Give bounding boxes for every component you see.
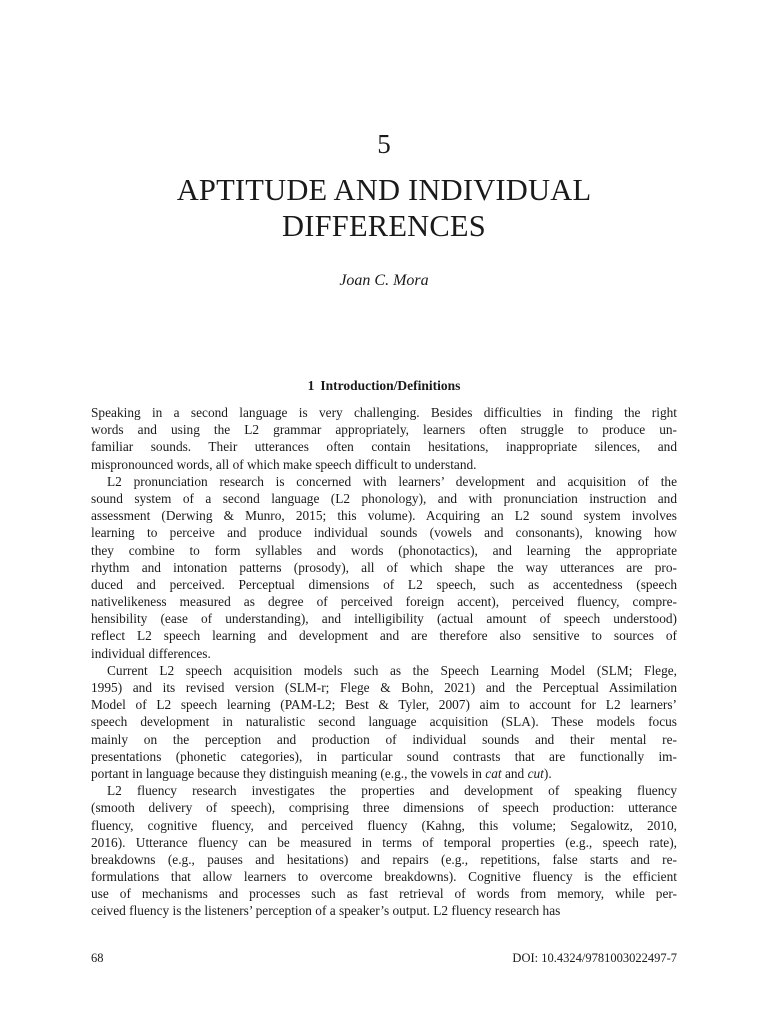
chapter-title-line: APTITUDE AND INDIVIDUAL — [176, 173, 592, 207]
paragraph-line: fluency, cognitive fluency, and perceived fluency (Kahng, this volume; Segalowitz, 2010, — [91, 817, 677, 833]
paragraph-line: hensibility (ease of understanding), and intelligibility (actual amount of speech understood) — [91, 611, 677, 627]
paragraph-line: words and using the L2 grammar appropriately, learners often struggle to produce un- — [91, 422, 677, 438]
paragraph-line: individual differences. — [91, 645, 211, 661]
paragraph-line: nativelikeness measured as degree of perceived foreign accent), perceived fluency, compre- — [91, 594, 677, 610]
paragraph-line: mainly on the perception and production of individual sounds and their mental re- — [91, 731, 677, 747]
paragraph-line: Current L2 speech acquisition models such as the Speech Learning Model (SLM; Flege, — [107, 662, 677, 678]
paragraph-line: Model of L2 speech learning (PAM-L2; Best & Tyler, 2007) aim to account for L2 learners’ — [91, 697, 677, 713]
paragraph-line: formulations that allow learners to overcome breakdowns). Cognitive fluency is the efficient — [91, 869, 677, 885]
chapter-number: 5 — [377, 129, 391, 159]
section-number: 1 — [307, 378, 315, 393]
section-title: Introduction/Definitions — [320, 378, 461, 393]
paragraph-line: 2016). Utterance fluency can be measured in terms of temporal properties (e.g., speech rate), — [91, 834, 677, 850]
paragraph-line: speech development in naturalistic second language acquisition (SLA). These models focus — [91, 714, 677, 730]
paragraph-line: use of mechanisms and processes such as fast retrieval of words from memory, while per- — [91, 886, 677, 902]
paragraph-line: (smooth delivery of speech), comprising three dimensions of speech production: utterance — [91, 800, 677, 816]
paragraph-line: L2 fluency research investigates the properties and development of speaking fluency — [107, 783, 677, 799]
paragraph-line: assessment (Derwing & Munro, 2015; this volume). Acquiring an L2 sound system involves — [91, 508, 677, 524]
chapter-title-line: DIFFERENCES — [282, 209, 486, 243]
paragraph-line: duced and perceived. Perceptual dimensions of L2 speech, such as accentedness (speech — [91, 576, 677, 592]
paragraph-line: familiar sounds. Their utterances often contain hesitations, inappropriate silences, and — [91, 439, 677, 455]
paragraph-line: ceived fluency is the listeners’ perception of a speaker’s output. L2 fluency research has — [91, 903, 561, 919]
doi: DOI: 10.4324/9781003022497-7 — [512, 951, 677, 965]
body-text — [91, 404, 677, 920]
paragraph-line: breakdowns (e.g., pauses and hesitations) and repairs (e.g., repetitions, false starts and re- — [91, 851, 677, 867]
paragraph-line: rhythm and intonation patterns (prosody), all of which shape the way utterances are pro- — [91, 559, 677, 575]
paragraph — [91, 404, 677, 473]
paragraph-line: L2 pronunciation research is concerned with learners’ development and acquisition of the — [107, 473, 677, 489]
paragraph — [91, 782, 677, 920]
page-number: 68 — [91, 951, 104, 965]
paragraph — [91, 662, 677, 782]
chapter-title — [0, 172, 768, 244]
paragraph-line: Speaking in a second language is very challenging. Besides difficulties in finding the right — [91, 405, 677, 420]
paragraph-line: sound system of a second language (L2 phonology), and with pronunciation instruction and — [91, 490, 677, 506]
section-heading — [0, 377, 768, 395]
paragraph-line: learning to perceive and produce individual sounds (vowels and consonants), knowing how — [91, 525, 677, 541]
paragraph-line: portant in language because they distinguish meaning (e.g., the vowels in cat and cut). — [91, 765, 552, 781]
paragraph-line: 1995) and its revised version (SLM-r; Flege & Bohn, 2021) and the Perceptual Assimilation — [91, 680, 677, 695]
paragraph-line: reflect L2 speech learning and development and are therefore also sensitive to sources of — [91, 628, 677, 644]
paragraph-line: mispronounced words, all of which make speech difficult to understand. — [91, 456, 477, 472]
author-name: Joan C. Mora — [339, 272, 429, 289]
paragraph — [91, 473, 677, 662]
paragraph-line: they combine to form syllables and words (phonotactics), and learning the appropriate — [91, 542, 677, 558]
paragraph-line: presentations (phonetic categories), in particular sound contrasts that are functionally im- — [91, 748, 677, 764]
